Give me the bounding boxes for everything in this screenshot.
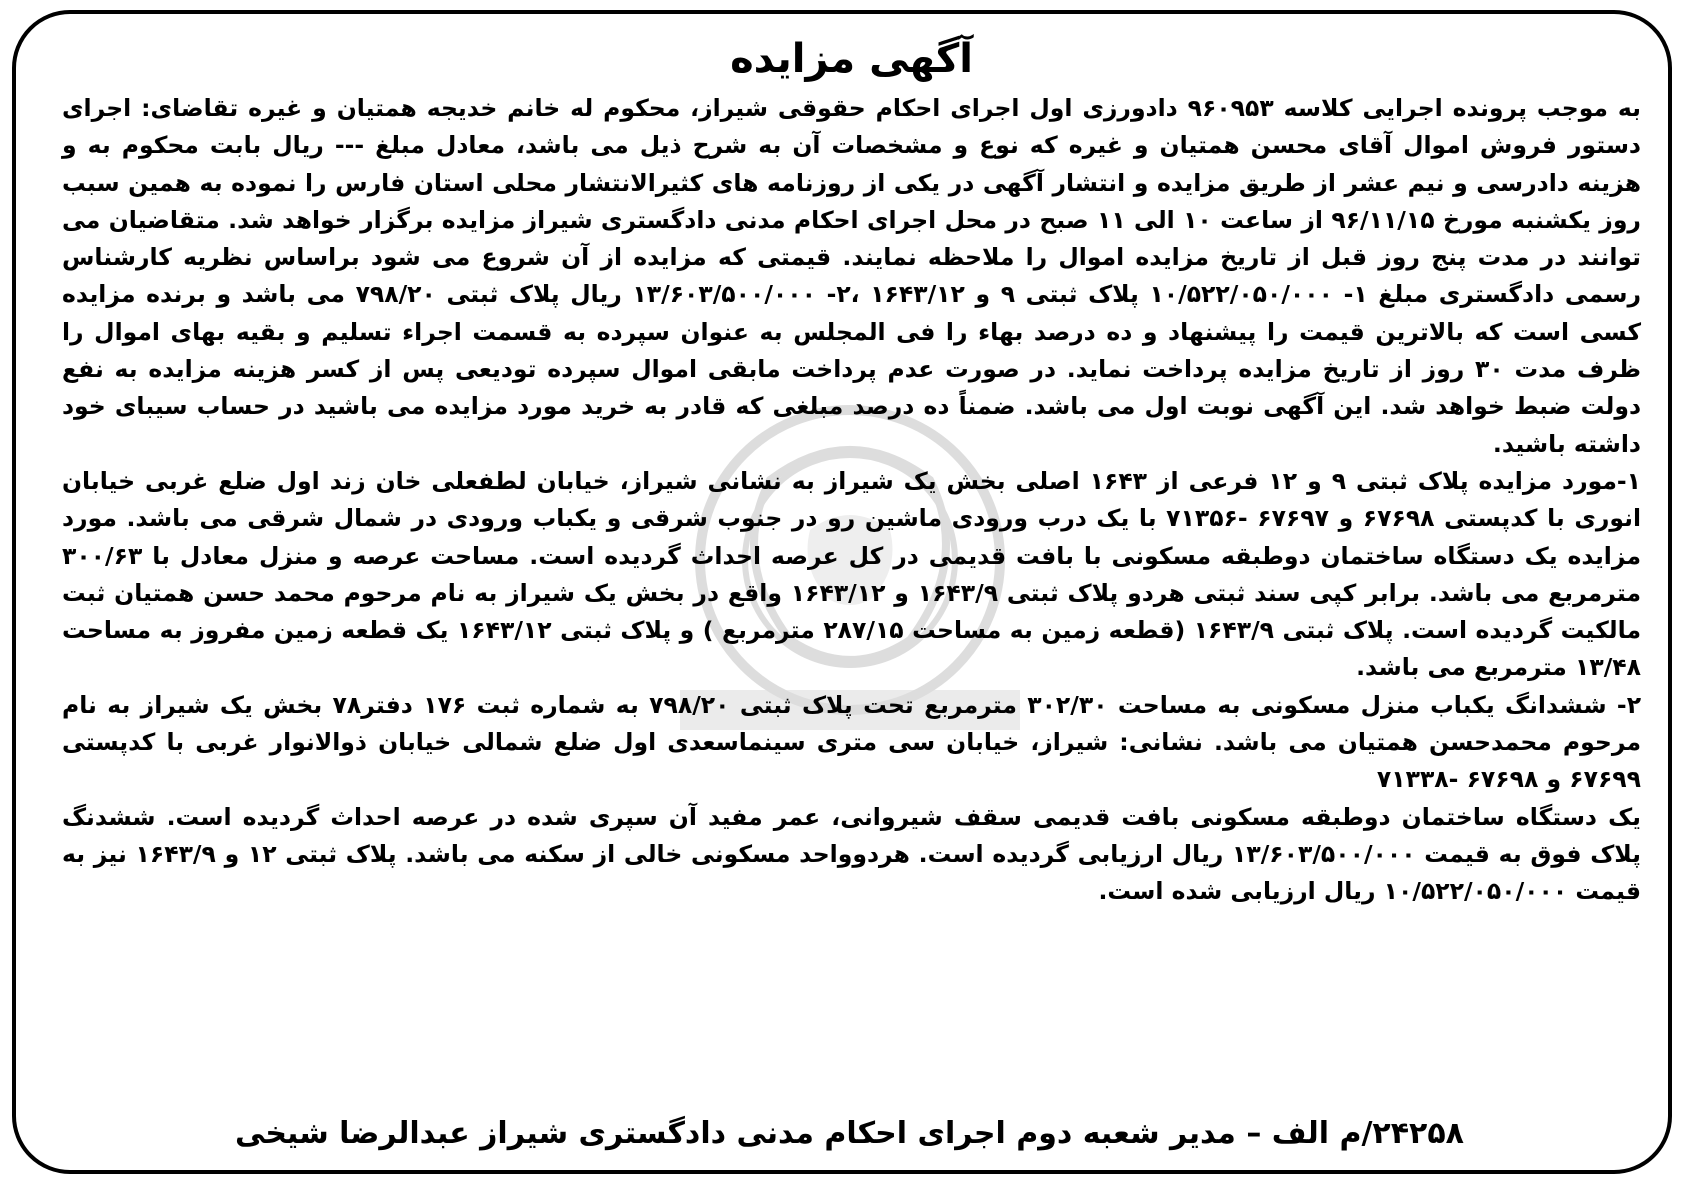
notice-paragraph-item-1: ۱-مورد مزایده پلاک ثبتی ۹ و ۱۲ فرعی از ۱۶۴۳ اصلی بخش یک شیراز به نشانی شیراز، خیابان لطفعلی خان زند اول ضلع غربی خیابان انوری با کدپستی ۶۷۶۹۸ و ۶۷۶۹۷ -۷۱۳۵۶ با یک درب ورودی ماشین رو در جنوب شرقی و یکباب ورودی در شمال شرقی می باشد. مورد مزایده یک دستگاه ساختمان دوطبقه مسکونی با بافت قدیمی در کل عرصه احداث گردیده است. مساحت عرصه و منزل معادل با ۳۰۰/۶۳ مترمربع می باشد. برابر کپی سند ثبتی هردو پلاک ثبتی ۱۶۴۳/۹ و ۱۶۴۳/۱۲ واقع در بخش یک شیراز به نام مرحوم محمد حسن همتیان ثبت مالکیت گردیده است. پلاک ثبتی ۱۶۴۳/۹ (قطعه زمین به مساحت ۲۸۷/۱۵ مترمربع ) و پلاک ثبتی ۱۶۴۳/۱۲ یک قطعه زمین مفروز به مساحت ۱۳/۴۸ مترمربع می باشد. — [62, 466, 1642, 682]
notice-paragraph-intro: به موجب پرونده اجرایی کلاسه ۹۶۰۹۵۳ دادورزی اول اجرای احکام حقوقی شیراز، محکوم له خانم خدیجه همتیان و غیره تقاضای: اجرای دستور فروش اموال آقای محسن همتیان و غیره که نوع و مشخصات آن به شرح ذیل می باشد، معادل مبلغ --- ریال بابت محکوم به و هزینه دادرسی و نیم عشر از طریق مزایده و انتشار آگهی در یکی از روزنامه های کثیرالانتشار محلی استان فارس را نموده به همین سبب روز یکشنبه مورخ ۹۶/۱۱/۱۵ از ساعت ۱۰ الی ۱۱ صبح در محل اجرای احکام مدنی دادگستری شیراز مزایده برگزار خواهد شد. متقاضیان می توانند در مدت پنج روز قبل از تاریخ مزایده اموال را ملاحظه نمایند. قیمتی که مزایده از آن شروع می شود براساس نظریه کارشناس رسمی دادگستری مبلغ ۱- ۱۰/۵۲۲/۰۵۰/۰۰۰ پلاک ثبتی ۹ و ۱۶۴۳/۱۲ ،۲- ۱۳/۶۰۳/۵۰۰/۰۰۰ ریال پلاک ثبتی ۷۹۸/۲۰ می باشد و برنده مزایده کسی است که بالاترین قیمت را پیشنهاد و ده درصد بهاء را فی المجلس به عنوان سپرده به قسمت اجراء تسلیم و بقیه بهای اموال را ظرف مدت ۳۰ روز از تاریخ مزایده پرداخت نماید. در صورت عدم پرداخت مابقی اموال سپرده تودیعی پس از کسر هزینه مزایده به نفع دولت ضبط خواهد شد. این آگهی نوبت اول می باشد. ضمناً ده درصد مبلغی که قادر به خرید مورد مزایده می باشید در حساب سیبای خود داشته باشید. — [62, 94, 1642, 458]
notice-signature: ۲۴۲۵۸/م الف – مدیر شعبه دوم اجرای احکام مدنی دادگستری شیراز عبدالرضا شیخی — [235, 1116, 1464, 1151]
notice-paragraph-item-2: ۲- ششدانگ یکباب منزل مسکونی به مساحت ۳۰۲/۳۰ مترمربع تحت پلاک ثبتی ۷۹۸/۲۰ به شماره ثبت ۱۷۶ دفتر۷۸ بخش یک شیراز به نام مرحوم محمدحسن همتیان می باشد. نشانی: شیراز، خیابان سی متری سینماسعدی اول ضلع شمالی خیابان ذوالانوار غربی با کدپستی ۶۷۶۹۹ و ۶۷۶۹۸ -۷۱۳۳۸ — [62, 690, 1642, 794]
notice-paragraph-item-2-details: یک دستگاه ساختمان دوطبقه مسکونی بافت قدیمی سقف شیروانی، عمر مفید آن سپری شده در عرصه احداث گردیده است. ششدنگ پلاک فوق به قیمت ۱۳/۶۰۳/۵۰۰/۰۰۰ ریال ارزیابی گردیده است. هردوواحد مسکونی خالی از سکنه می باشد. پلاک ثبتی ۱۲ و ۱۶۴۳/۹ نیز به قیمت ۱۰/۵۲۲/۰۵۰/۰۰۰ ریال ارزیابی شده است. — [62, 802, 1641, 906]
notice-content — [62, 28, 1641, 911]
notice-body — [62, 90, 1641, 911]
notice-title: آگهی مزایده — [730, 36, 973, 82]
